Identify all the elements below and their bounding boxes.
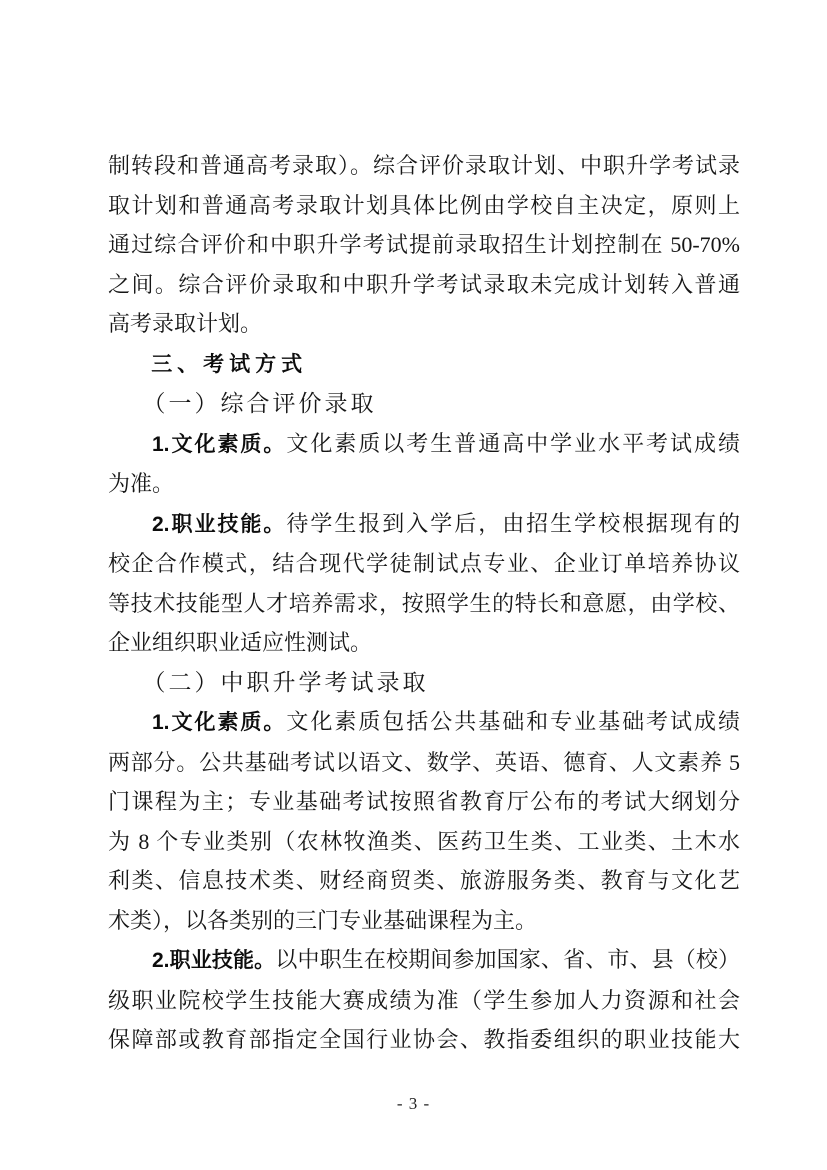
text-run: 企业组织职业适应性测试。 bbox=[108, 630, 373, 655]
text-run: 为 8 个专业类别（农林牧渔类、医药卫生类、工业类、土木水 bbox=[108, 828, 740, 854]
text-line bbox=[108, 981, 740, 1021]
text-run: （二）中职升学考试录取 bbox=[142, 669, 429, 695]
bold-text-run: 1.文化素质。 bbox=[152, 711, 287, 734]
text-line bbox=[108, 424, 740, 465]
bold-text-run: 1.文化素质。 bbox=[152, 432, 287, 456]
section-heading bbox=[108, 344, 740, 385]
text-run: 高考录取计划。 bbox=[108, 311, 263, 336]
subsection-heading bbox=[108, 663, 740, 703]
text-run: 校企合作模式，结合现代学徒制试点专业、企业订单培养协议 bbox=[108, 551, 740, 576]
bold-text-run: 2.职业技能。 bbox=[152, 949, 276, 972]
text-run: 保障部或教育部指定全国行业协会、教指委组织的职业技能大 bbox=[108, 1027, 740, 1052]
text-run: 为准。 bbox=[108, 471, 175, 496]
text-line bbox=[108, 265, 740, 305]
text-run: （一）综合评价录取 bbox=[142, 391, 377, 416]
text-line bbox=[108, 623, 740, 663]
text-line bbox=[108, 822, 740, 862]
text-run: 利类、信息技术类、财经商贸类、旅游服务类、教育与文化艺 bbox=[108, 868, 740, 893]
text-run: 取计划和普通高考录取计划具体比例由学校自主决定，原则上 bbox=[108, 192, 740, 218]
text-run: 术类），以各类别的三门专业基础课程为主。 bbox=[108, 907, 538, 933]
text-run: 级职业院校学生技能大赛成绩为准（学生参加人力资源和社会 bbox=[108, 987, 740, 1013]
text-run: 制转段和普通高考录取）。综合评价录取计划、中职升学考试录 bbox=[108, 153, 740, 178]
text-line bbox=[108, 702, 740, 743]
text-run: 之间。综合评价录取和中职升学考试录取未完成计划转入普通 bbox=[108, 271, 740, 297]
text-line bbox=[108, 901, 740, 941]
text-line bbox=[108, 584, 740, 624]
text-line bbox=[108, 940, 740, 981]
text-run: 等技术技能型人才培养需求，按照学生的特长和意愿，由学校、 bbox=[108, 590, 740, 616]
text-line bbox=[108, 464, 740, 504]
text-run: 以中职生在校期间参加国家、省、市、县（校） bbox=[275, 947, 740, 972]
text-line bbox=[108, 743, 740, 783]
text-run: 文化素质包括公共基础和专业基础考试成绩 bbox=[286, 709, 740, 734]
text-line bbox=[108, 304, 740, 344]
text-run: 文化素质以考生普通高中学业水平考试成绩 bbox=[286, 430, 740, 456]
text-line bbox=[108, 146, 740, 186]
text-line bbox=[108, 861, 740, 901]
document-body bbox=[108, 146, 740, 1060]
text-line bbox=[108, 504, 740, 545]
text-line bbox=[108, 225, 740, 265]
text-run: 待学生报到入学后，由招生学校根据现有的 bbox=[286, 510, 740, 536]
text-line bbox=[108, 1020, 740, 1060]
text-run: 两部分。公共基础考试以语文、数学、英语、德育、人文素养 5 bbox=[108, 749, 740, 775]
text-line bbox=[108, 782, 740, 822]
subsection-heading bbox=[108, 384, 740, 424]
page-number: - 3 - bbox=[396, 1094, 431, 1113]
text-line bbox=[108, 186, 740, 226]
bold-text-run: 2.职业技能。 bbox=[152, 512, 287, 536]
text-run: 门课程为主；专业基础考试按照省教育厅公布的考试大纲划分 bbox=[108, 789, 740, 814]
text-run: 通过综合评价和中职升学考试提前录取招生计划控制在 50-70% bbox=[108, 232, 740, 257]
text-line bbox=[108, 544, 740, 584]
bold-text-run: 三、考试方式 bbox=[151, 352, 308, 376]
